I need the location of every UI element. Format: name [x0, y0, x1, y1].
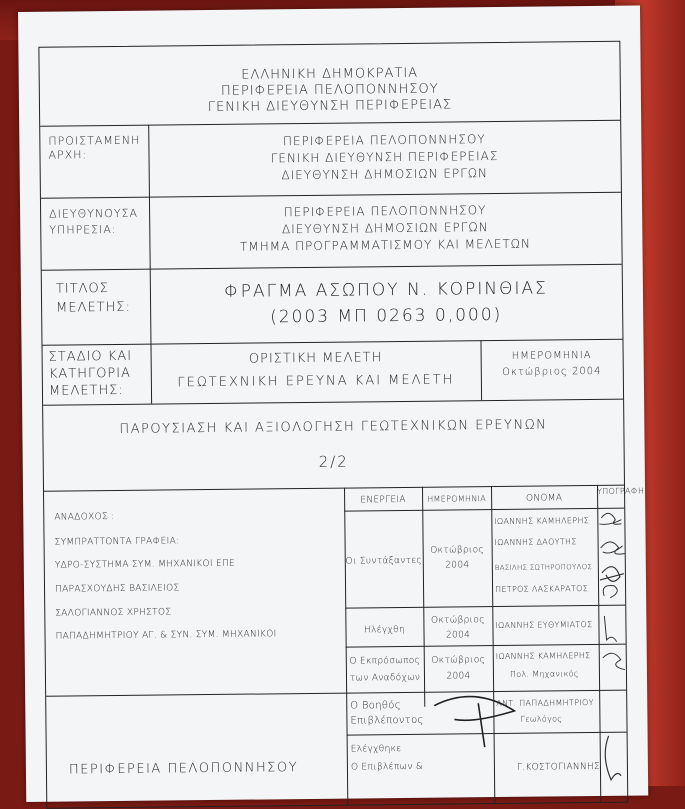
study-code: (2003 ΜΠ 0263 0,000): [270, 304, 503, 328]
service-value-2: ΔΙΕΥΘΥΝΣΗ ΔΗΜΟΣΙΩΝ ΕΡΓΩΝ: [281, 220, 489, 237]
service-label-2: ΥΠΗΡΕΣΙΑ:: [49, 222, 117, 237]
row2-date-month: Οκτώβριος: [430, 615, 485, 626]
stage-label-2: ΚΑΤΗΓΟΡΙΑ: [48, 365, 132, 382]
row2-action: Ηλέγχθη: [363, 624, 405, 636]
authority-value-2: ΓΕΝΙΚΗ ΔΙΕΥΘΥΝΣΗ ΠΕΡΙΦΕΡΕΙΑΣ: [270, 148, 499, 166]
contractor-line: ΠΑΠΑΔΗΜΗΤΡΙΟΥ ΑΓ. & ΣΥΝ. ΣΥΜ. ΜΗΧΑΝΙΚΟΙ: [55, 629, 277, 642]
date-label: ΗΜΕΡΟΜΗΝΙΑ: [511, 350, 592, 362]
date-value: Οκτώβριος 2004: [502, 365, 602, 378]
contractor-line: ΠΑΡΑΣΧΟΥΔΗΣ ΒΑΣΙΛΕΙΟΣ: [54, 583, 180, 595]
divider: [42, 339, 622, 346]
divider: [346, 644, 626, 648]
stage-label-3: ΜΕΛΕΤΗΣ:: [48, 382, 124, 399]
row4-action: Ο Βοηθός: [350, 700, 401, 712]
signature-final: [595, 732, 630, 792]
header-region: ΠΕΡΙΦΕΡΕΙΑ ΠΕΛΟΠΟΝΝΗΣΟΥ: [220, 81, 439, 99]
row1-name: ΒΑΣΙΛΗΣ ΣΩΤΗΡΟΠΟΥΛΟΣ: [494, 563, 593, 573]
service-value-1: ΠΕΡΙΦΕΡΕΙΑ ΠΕΛΟΠΟΝΝΗΣΟΥ: [283, 203, 487, 220]
title-label-2: ΜΕΛΕΤΗΣ:: [56, 299, 132, 316]
row5-name: Γ.ΚΟΣΤΟΓΙΑΝΝΗΣ: [516, 761, 601, 773]
header-country: ΕΛΛΗΝΙΚΗ ΔΗΜΟΚΡΑΤΙΑ: [241, 65, 419, 83]
divider: [44, 485, 624, 492]
row1-name: ΙΩΑΝΝΗΣ ΔΑΟΥΤΗΣ: [494, 537, 577, 548]
row3-action: Ο Εκπρόσωπος: [349, 655, 421, 667]
contractor-label: ΑΝΑΔΟΧΟΣ :: [54, 512, 115, 523]
service-label: ΔΙΕΥΘΥΝΟΥΣΑ: [49, 206, 139, 221]
contractor-line: ΥΔΡΟ-ΣΥΣΤΗΜΑ ΣΥΜ. ΜΗΧΑΝΙΚΟΙ ΕΠΕ: [54, 558, 236, 571]
row4-name: ΑΝΤ. ΠΑΠΑΔΗΜΗΤΡΙΟΥ: [496, 698, 594, 709]
row4-action-2: Επιβλέποντος: [350, 714, 424, 727]
contractor-line: ΣΥΜΠΡΑΤΤΟΝΤΑ ΓΡΑΦΕΙΑ:: [54, 536, 180, 548]
row5-action: Ελέγχθηκε: [350, 744, 402, 755]
contractor-line: ΣΑΛΟΓΙΑΝΝΟΣ ΧΡΗΣΤΟΣ: [55, 607, 172, 619]
authority-label: ΠΡΟΙΣΤΑΜΕΝΗ: [48, 133, 141, 148]
row2-date-year: 2004: [445, 630, 471, 641]
divider: [46, 690, 626, 697]
study-title: ΦΡΑΓΜΑ ΑΣΩΠΟΥ Ν. ΚΟΡΙΝΘΙΑΣ: [223, 278, 548, 302]
stage-value-2: ΓΕΩΤΕΧΝΙΚΗ ΕΡΕΥΝΑ ΚΑΙ ΜΕΛΕΤΗ: [177, 372, 455, 391]
header-name: ΟΝΟΜΑ: [525, 493, 563, 504]
divider: [43, 399, 623, 406]
header-action: ΕΝΕΡΓΕΙΑ: [360, 494, 406, 506]
signature-marks: [598, 612, 629, 692]
row4-title: Γεωλόγος: [520, 714, 563, 724]
service-value-3: ΤΜΗΜΑ ΠΡΟΓΡΑΜΜΑΤΙΣΜΟΥ ΚΑΙ ΜΕΛΕΤΩΝ: [239, 236, 531, 254]
divider: [344, 508, 624, 512]
header-date: ΗΜΕΡΟΜΗΝΙΑ: [427, 494, 487, 504]
row1-name: ΠΕΤΡΟΣ ΛΑΣΚΑΡΑΤΟΣ: [495, 584, 589, 595]
divider: [41, 192, 621, 199]
row1-action: Οι Συντάξαντες: [345, 555, 423, 567]
row3-title: Πολ. Μηχανικός: [509, 669, 579, 679]
row2-name: ΙΩΑΝΝΗΣ ΕΥΘΥΜΙΑΤΟΣ: [495, 620, 593, 631]
row3-date-month: Οκτώβριος: [431, 655, 486, 666]
row3-action-2: των Αναδόχων: [349, 672, 421, 684]
row3-date-year: 2004: [446, 671, 471, 682]
row1-date-month: Οκτώβριος: [430, 545, 485, 556]
document-sheet: [18, 5, 648, 801]
authority-label-2: ΑΡΧΗ:: [48, 148, 88, 162]
header-signature: ΥΠΟΓΡΑΦΗ: [597, 486, 645, 496]
stage-value-1: ΟΡΙΣΤΙΚΗ ΜΕΛΕΤΗ: [248, 350, 383, 367]
authority-value-3: ΔΙΕΥΘΥΝΣΗ ΔΗΜΟΣΙΩΝ ΕΡΓΩΝ: [281, 166, 489, 183]
divider: [345, 605, 625, 609]
signature-ink: [426, 683, 527, 754]
header-directorate: ΓΕΝΙΚΗ ΔΙΕΥΘΥΝΣΗ ΠΕΡΙΦΕΡΕΙΑΣ: [207, 97, 453, 116]
title-label: ΤΙΤΛΟΣ: [55, 281, 110, 297]
divider: [42, 264, 622, 271]
signature-scribbles: [597, 508, 628, 608]
divider: [40, 120, 620, 127]
divider: [150, 269, 152, 344]
document-heading: ΠΑΡΟΥΣΙΑΣΗ ΚΑΙ ΑΞΙΟΛΟΓΗΣΗ ΓΕΩΤΕΧΝΙΚΩΝ ΕΡΕΥΝΩΝ: [119, 417, 548, 437]
footer-region: ΠΕΡΙΦΕΡΕΙΑ ΠΕΛΟΠΟΝΝΗΣΟΥ: [68, 760, 299, 778]
document-frame: [38, 41, 645, 809]
row1-date-year: 2004: [445, 560, 470, 571]
stage-label: ΣΤΑΔΙΟ ΚΑΙ: [48, 348, 133, 365]
row5-action-2: Ο Επιβλέπων &: [350, 761, 424, 773]
row3-name: ΙΩΑΝΝΗΣ ΚΑΜΗΛΕΡΗΣ: [495, 651, 591, 662]
row1-name: ΙΩΑΝΝΗΣ ΚΑΜΗΛΕΡΗΣ: [494, 516, 590, 527]
document-part: 2/2: [318, 452, 349, 471]
authority-value-1: ΠΕΡΙΦΕΡΕΙΑ ΠΕΛΟΠΟΝΝΗΣΟΥ: [282, 132, 486, 149]
